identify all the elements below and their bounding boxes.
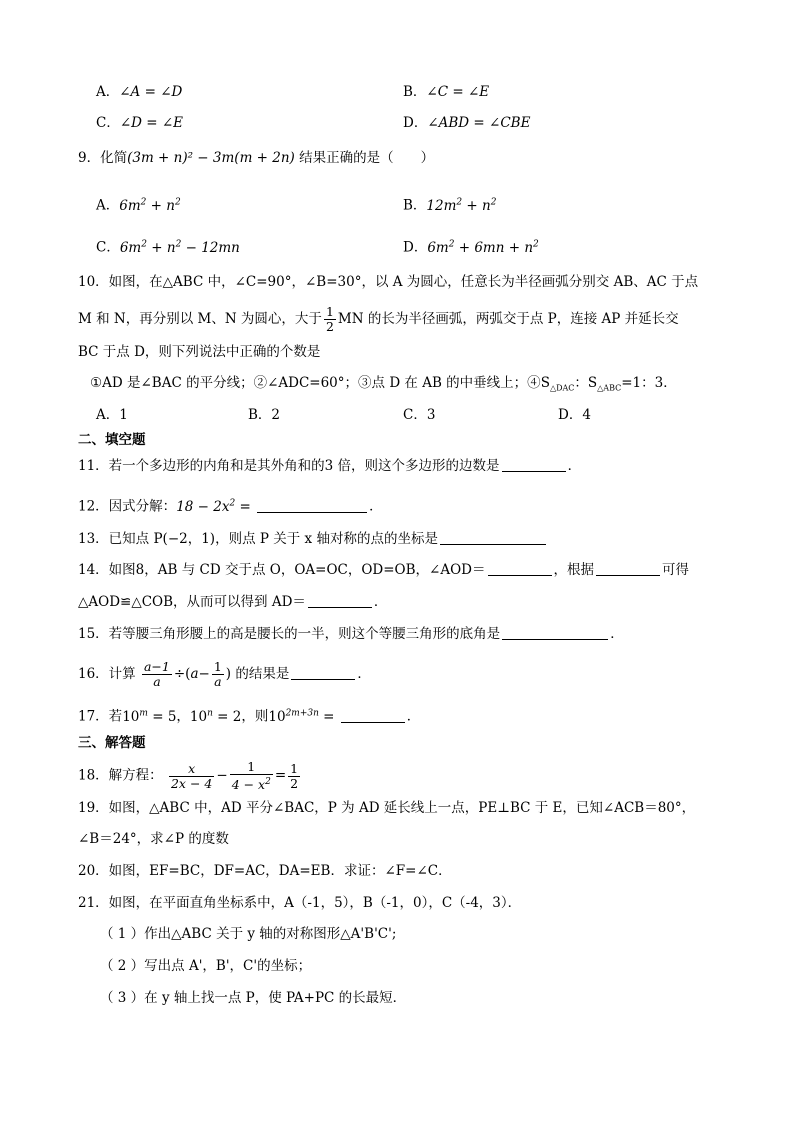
q12: 12．因式分解：$18 - 2x^2$ = ．	[78, 498, 383, 515]
q10-statements: ①AD 是∠BAC 的平分线；②∠ADC=60°；③点 D 在 AB 的中垂线上；$④S_{\triangle DAC}$：$S_{\triangle ABC}=1$：3．	[90, 375, 677, 393]
q21-part-2: （ 2 ）写出点 A'，B'，C'的坐标；	[100, 958, 312, 974]
q15: 15．若等腰三角形腰上的高是腰长的一半，则这个等腰三角形的底角是 ．	[78, 626, 624, 642]
q14-line-2: △AOD≌△COB，从而可以得到 AD＝ ．	[78, 594, 388, 610]
q10-option-b: B．2	[248, 407, 281, 423]
q10-option-d: D．4	[558, 407, 591, 423]
q9-option-a: A．$6m^2 + n^2$	[96, 197, 181, 214]
q21-part-1: （ 1 ）作出△ABC 关于 y 轴的对称图形△A'B'C';	[100, 926, 397, 942]
q8-option-a: A．∠A = ∠D	[96, 84, 183, 100]
q17: 17．若$10^m = 5$，$10^n = 2$，则$10^{2m+3n}$ = ．	[78, 708, 421, 725]
q21-stem: 21．如图，在平面直角坐标系中，A（-1，5），B（-1，0），C（-4，3）．	[78, 895, 522, 911]
section-fill-blank-heading: 二、填空题	[78, 432, 146, 448]
q11: 11．若一个多边形的内角和是其外角和的3 倍，则这个多边形的边数是 ．	[78, 458, 582, 474]
q10-line-3: BC 于点 D，则下列说法中正确的个数是	[78, 344, 321, 360]
q19-line-2: ∠B＝24°，求∠P 的度数	[78, 831, 229, 847]
q16: 16．计算 $\frac{a-1}{a}$ ÷(a− $\frac{1}{a}$ ) 的结果是 ．	[78, 659, 371, 689]
q10-option-a: A．1	[96, 407, 128, 423]
q9-stem: 9．化简(3m + n)² − 3m(m + 2n) 结果正确的是（ ）	[78, 150, 435, 166]
q8-option-b: B．∠C = ∠E	[403, 84, 490, 100]
q10-option-c: C．3	[403, 407, 436, 423]
q19-line-1: 19．如图，△ABC 中，AD 平分∠BAC，P 为 AD 延长线上一点，PE⊥BC 于 E，已知∠ACB＝80°，	[78, 800, 696, 816]
q20: 20．如图，EF=BC，DF=AC，DA=EB．求证：∠F=∠C．	[78, 863, 452, 879]
section-solve-heading: 三、解答题	[78, 735, 146, 751]
q10-line-1: 10．如图，在△ABC 中，∠C=90°，∠B=30°，以 A 为圆心，任意长为半径画弧分别交 AB、AC 于点	[78, 274, 699, 290]
q8-option-c: C．∠D = ∠E	[96, 115, 184, 131]
q21-part-3: （ 3 ）在 y 轴上找一点 P，使 PA+PC 的长最短．	[100, 990, 407, 1006]
q14-line-1: 14．如图8，AB 与 CD 交于点 O，OA=OC，OD=OB，∠AOD＝ ，根据 可得	[78, 562, 689, 578]
q10-line-2: M 和 N，再分别以 M、N 为圆心，大于 $\frac{1}{2}$ MN 的长为半径画弧，两弧交于点 P，连接 AP 并延长交	[78, 304, 679, 334]
q13: 13．已知点 P(−2，1)，则点 P 关于 x 轴对称的点的坐标是	[78, 529, 548, 549]
q9-option-c: C．$6m^2 + n^2 - 12mn$	[96, 239, 240, 256]
q18: 18．解方程： $\frac{x}{2x - 4}$ − $\frac{1}{4 - x^2}$ = $\frac{1}{2}$	[78, 759, 299, 793]
q8-option-d: D．∠ABD = ∠CBE	[403, 115, 531, 131]
q9-option-d: D．$6m^2 + 6mn + n^2$	[403, 239, 539, 256]
q9-option-b: B．$12m^2 + n^2$	[403, 197, 497, 214]
